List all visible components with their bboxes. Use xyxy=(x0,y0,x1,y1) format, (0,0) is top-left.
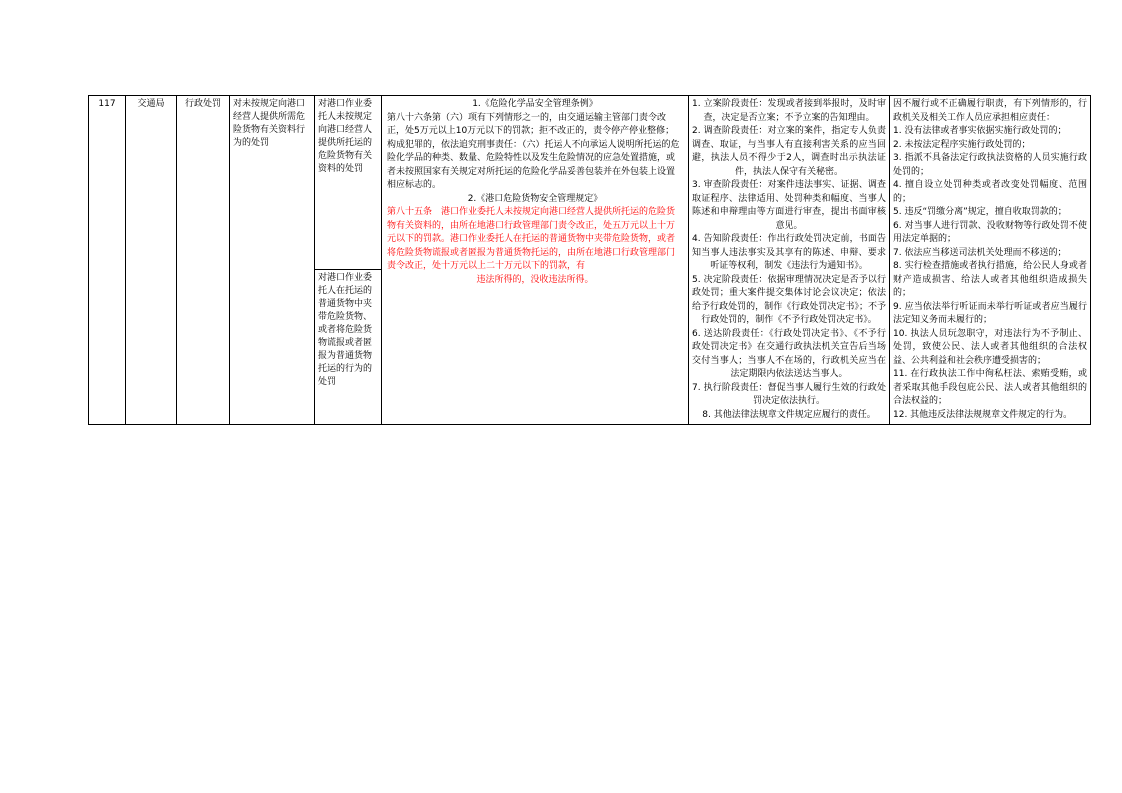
cell-row-number: 117 xyxy=(89,96,126,425)
procedure-item: 7. 执行阶段责任：督促当事人履行生效的行政处罚决定依法执行。 xyxy=(692,382,886,406)
cell-responsibility xyxy=(890,96,1091,425)
regulation-table xyxy=(88,95,1091,425)
responsibility-head: 因不履行或不正确履行职责，有下列情形的，行政机关及相关工作人员应承担相应责任： xyxy=(893,99,1087,123)
list-item: 4. 擅自设立处罚种类或者改变处罚幅度、范围的； xyxy=(893,180,1087,204)
cell-sub-item-2: 对港口作业委托人在托运的普通货物中夹带危险货物、或者将危险货物谎报或者匿报为普通货物托运的行为的处罚 xyxy=(315,270,382,425)
cell-procedure xyxy=(689,96,890,425)
cell-penalty-type: 行政处罚 xyxy=(177,96,230,425)
cell-department: 交通局 xyxy=(126,96,177,425)
legal-basis-title-2: 2.《港口危险货物安全管理规定》 xyxy=(467,193,603,204)
procedure-item: 5. 决定阶段责任：依据审理情况决定是否予以行政处罚；重大案件提交集体讨论会议决定；依法给予行政处罚的，制作《行政处罚决定书》；不予行政处罚的，制作《不予行政处罚决定书》。 xyxy=(692,274,886,325)
legal-basis-body-2: 第八十五条 港口作业委托人未按规定向港口经营人提供所托运的危险货物有关资料的，由所在地港口行政管理部门责令改正，处五万元以上十万元以下的罚款。港口作业委托人在托运的普通货物中夹带危险货物，或者将危险货物谎报或者匿报为普通货物托运的，由所在地港口行政管理部门责令改正，处十万元以上二十万元以下的罚款，有 xyxy=(387,207,676,271)
procedure-item: 2. 调查阶段责任：对立案的案件，指定专人负责调查、取证，与当事人有直接利害关系的应当回避，执法人员不得少于2人，调查时出示执法证件，执法人保守有关秘密。 xyxy=(692,126,886,177)
list-item: 12. 其他违反法律法规规章文件规定的行为。 xyxy=(893,409,1073,420)
list-item: 10. 执法人员玩忽职守，对违法行为不予制止、处罚，致使公民、法人或者其他组织的合法权益、公共利益和社会秩序遭受损害的； xyxy=(893,328,1087,366)
list-item: 2. 未按法定程序实施行政处罚的； xyxy=(893,139,1031,150)
cell-legal-basis xyxy=(382,96,689,425)
list-item: 1. 没有法律或者事实依据实施行政处罚的； xyxy=(893,126,1067,136)
table-row xyxy=(89,96,1091,270)
cell-sub-item-1: 对港口作业委托人未按规定向港口经营人提供所托运的危险货物有关资料的处罚 xyxy=(315,96,382,270)
list-item: 11. 在行政执法工作中徇私枉法、索贿受贿，或者采取其他手段包庇公民、法人或者其他组织的合法权益的； xyxy=(893,369,1087,406)
legal-basis-body-1: 第八十六条第（六）项有下列情形之一的，由交通运输主管部门责令改正，处5万元以上10万元以下的罚款；拒不改正的，责令停产停业整修；构成犯罪的，依法追究刑事责任：（六）托运人不向承运人说明所托运的危险化学品的种类、数量、危险特性以及发生危险情况的应急处置措施，或者未按照国家有关规定对所托运的危险化学品妥善包装并在外包装上设置相应标志的。 xyxy=(387,112,680,190)
cell-item-name: 对未按规定向港口经营人提供所需危险货物有关资料行为的处罚 xyxy=(230,96,315,425)
list-item: 7. 依法应当移送司法机关处理而不移送的； xyxy=(893,247,1067,258)
list-item: 5. 违反“罚缴分离”规定，擅自收取罚款的； xyxy=(893,207,1067,217)
procedure-item: 8. 其他法律法规章文件规定应履行的责任。 xyxy=(702,409,876,420)
list-item: 9. 应当依法举行听证而未举行听证或者应当履行法定知义务而未履行的； xyxy=(893,301,1087,325)
procedure-item: 4. 告知阶段责任：作出行政处罚决定前，书面告知当事人违法事实及其享有的陈述、申辩、要求听证等权利，制发《违法行为通知书》。 xyxy=(692,234,886,271)
procedure-item: 1. 立案阶段责任：发现或者接到举报时，及时审查，决定是否立案；不予立案的告知理由。 xyxy=(692,99,886,123)
legal-basis-title-1: 1.《危险化学品安全管理条例》 xyxy=(472,99,598,109)
legal-basis-body-2-tail: 违法所得的，没收违法所得。 xyxy=(476,274,594,285)
list-item: 3. 指派不具备法定行政执法资格的人员实施行政处罚的； xyxy=(893,153,1087,177)
list-item: 8. 实行检查措施或者执行措施，给公民人身或者财产造成损害、给法人或者其他组织造成损失的； xyxy=(893,261,1087,298)
list-item: 6. 对当事人进行罚款、没收财物等行政处罚不使用法定单据的； xyxy=(893,220,1087,244)
responsibility-list xyxy=(893,125,1087,422)
procedure-item: 6. 送达阶段责任：《行政处罚决定书》、《不予行政处罚决定书》在交通行政执法机关宣告后当场交付当事人；当事人不在场的，行政机关应当在法定期限内依法送达当事人。 xyxy=(692,328,886,379)
procedure-item: 3. 审查阶段责任：对案件违法事实、证据、调查取证程序、法律适用、处罚种类和幅度、当事人陈述和申辩理由等方面进行审查，提出书面审核意见。 xyxy=(692,180,886,231)
